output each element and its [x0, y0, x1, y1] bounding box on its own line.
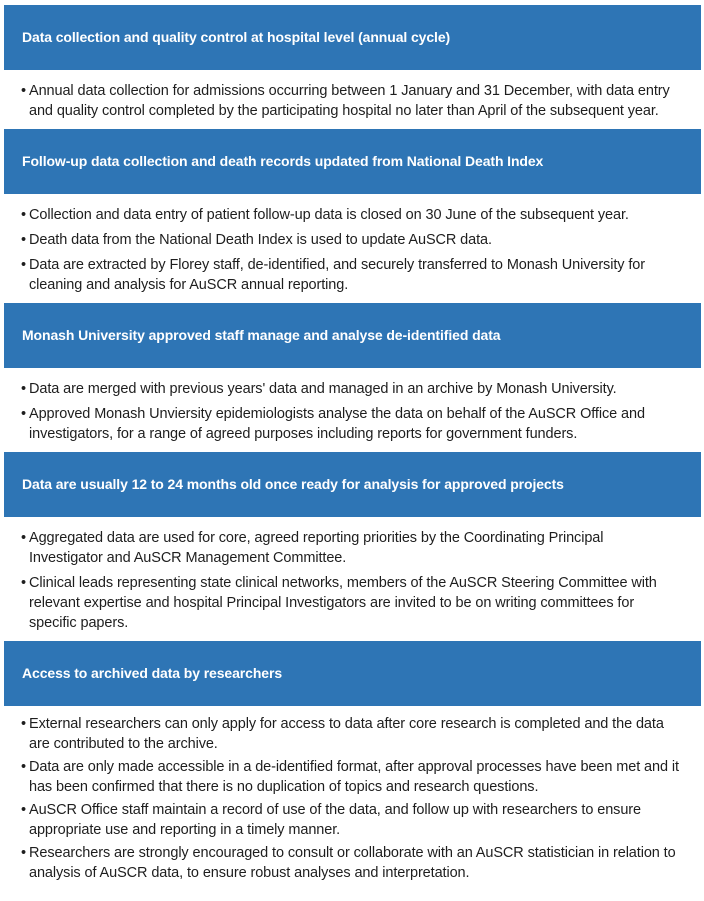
bullet-icon: •: [21, 716, 26, 732]
bullet-list: [0, 194, 704, 303]
bullet-text: Data are extracted by Florey staff, de-identified, and securely transferred to Monash University for cleaning and analysis for AuSCR annual reporting.: [29, 257, 645, 293]
bullet-item: [21, 843, 680, 883]
section-header-bar: [4, 452, 701, 517]
bullet-item: [21, 714, 680, 754]
section-archived-data-access: [0, 641, 704, 894]
bullet-item: [21, 255, 680, 295]
bullet-item: [21, 379, 680, 399]
bullet-icon: •: [21, 845, 26, 861]
bullet-item: [21, 205, 680, 225]
bullet-text: Collection and data entry of patient follow-up data is closed on 30 June of the subsequent year.: [29, 207, 629, 223]
section-header-bar: [4, 5, 701, 70]
bullet-icon: •: [21, 759, 26, 775]
bullet-list: [0, 368, 704, 452]
bullet-item: [21, 81, 680, 121]
section-data-age-for-projects: [0, 452, 704, 641]
section-title: Follow-up data collection and death records updated from National Death Index: [22, 153, 544, 169]
bullet-item: [21, 757, 680, 797]
section-header-bar: [4, 129, 701, 194]
section-header-bar: [4, 641, 701, 706]
section-monash-staff-analysis: [0, 303, 704, 452]
section-title: Data collection and quality control at hospital level (annual cycle): [22, 29, 451, 45]
bullet-list: [0, 706, 704, 894]
bullet-text: Clinical leads representing state clinical networks, members of the AuSCR Steering Committee with relevant expertise and hospital Principal Investigators are invited to be on writing committees for specific papers.: [29, 575, 657, 631]
bullet-icon: •: [21, 802, 26, 818]
bullet-icon: •: [21, 232, 26, 248]
bullet-text: AuSCR Office staff maintain a record of use of the data, and follow up with researchers to ensure appropriate use and reporting in a timely manner.: [29, 802, 641, 838]
bullet-list: [0, 70, 704, 129]
bullet-icon: •: [21, 530, 26, 546]
bullet-item: [21, 800, 680, 840]
bullet-item: [21, 230, 680, 250]
section-hospital-data-collection: [0, 5, 704, 129]
bullet-list: [0, 517, 704, 641]
bullet-icon: •: [21, 257, 26, 273]
bullet-item: [21, 573, 680, 633]
bullet-text: Data are only made accessible in a de-identified format, after approval processes have been met and it has been confirmed that there is no duplication of topics and research questions.: [29, 759, 679, 795]
bullet-icon: •: [21, 575, 26, 591]
bullet-icon: •: [21, 207, 26, 223]
bullet-icon: •: [21, 381, 26, 397]
bullet-text: External researchers can only apply for access to data after core research is completed and the data are contributed to the archive.: [29, 716, 664, 752]
bullet-icon: •: [21, 83, 26, 99]
bullet-icon: •: [21, 406, 26, 422]
section-title: Data are usually 12 to 24 months old once ready for analysis for approved projects: [22, 476, 564, 492]
bullet-text: Death data from the National Death Index is used to update AuSCR data.: [29, 232, 492, 248]
bullet-text: Approved Monash Unviersity epidemiologists analyse the data on behalf of the AuSCR Office and investigators, for a range of agreed purposes including reports for government funders.: [29, 406, 645, 442]
bullet-text: Aggregated data are used for core, agreed reporting priorities by the Coordinating Principal Investigator and AuSCR Management Committee.: [29, 530, 604, 566]
bullet-item: [21, 528, 680, 568]
section-followup-death-records: [0, 129, 704, 303]
bullet-text: Researchers are strongly encouraged to consult or collaborate with an AuSCR statistician in relation to analysis of AuSCR data, to ensure robust analyses and interpretation.: [29, 845, 676, 881]
section-title: Monash University approved staff manage and analyse de-identified data: [22, 327, 501, 343]
bullet-text: Annual data collection for admissions occurring between 1 January and 31 December, with data entry and quality control completed by the participating hospital no later than April of the subsequent year.: [29, 83, 670, 119]
bullet-item: [21, 404, 680, 444]
section-title: Access to archived data by researchers: [22, 665, 283, 681]
section-header-bar: [4, 303, 701, 368]
bullet-text: Data are merged with previous years' data and managed in an archive by Monash University.: [29, 381, 617, 397]
